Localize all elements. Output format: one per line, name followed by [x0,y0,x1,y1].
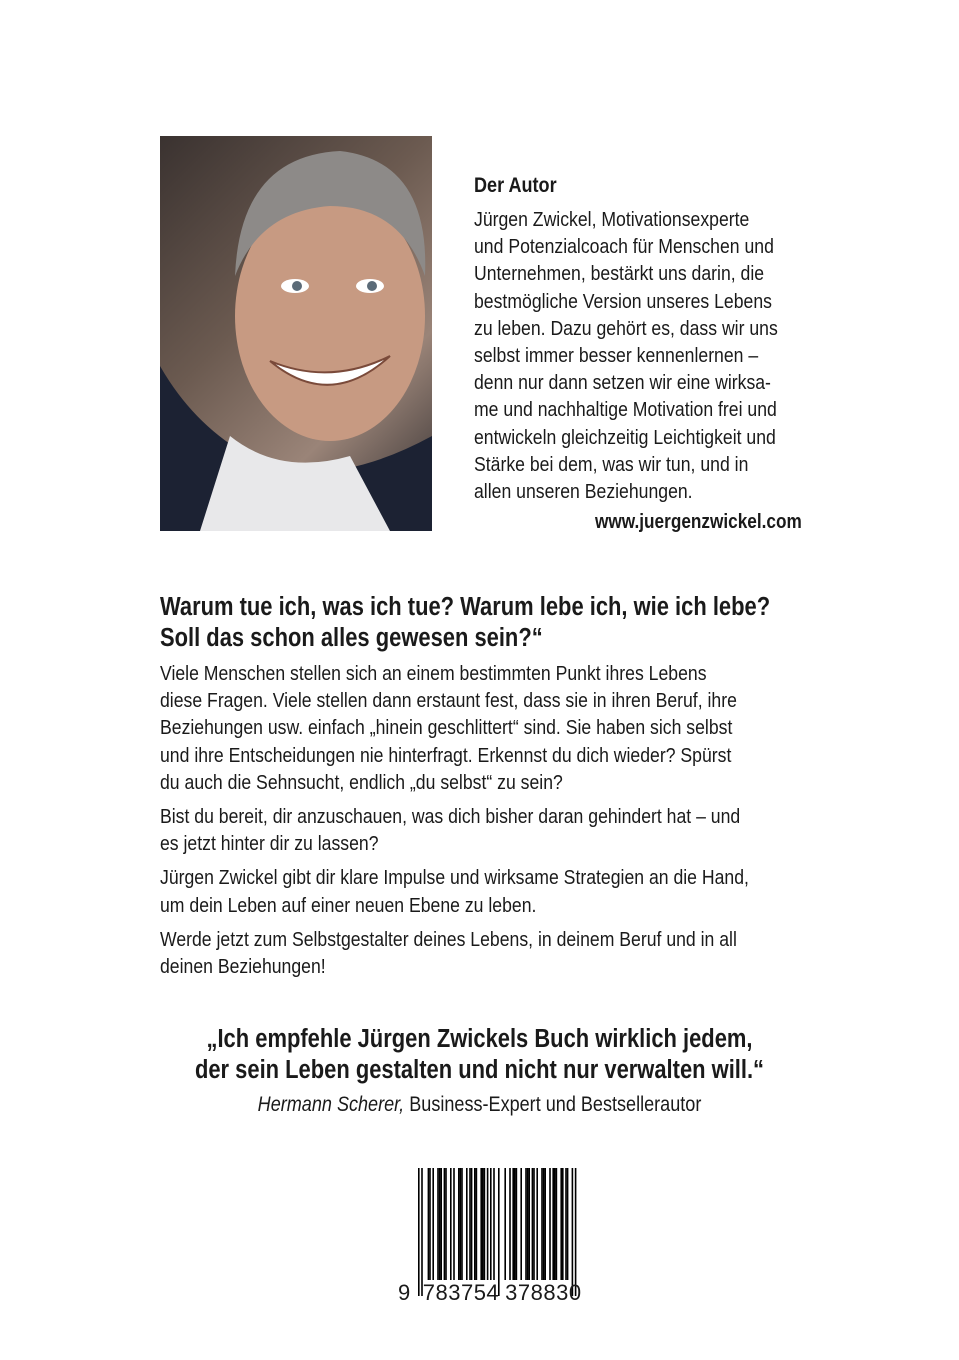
testimonial-attribution [0,1090,959,1120]
barcode-bar [490,1168,492,1280]
barcode-bar [461,1168,463,1280]
author-bio-line: me und nachhaltige Motivation frei und [474,398,777,422]
quote-author-role: Business-Expert und Bestsellerautor [404,1093,702,1116]
barcode-bar [544,1168,546,1280]
barcode-bar [527,1168,529,1280]
barcode-bar [567,1168,569,1280]
barcode-bar [444,1168,446,1280]
isbn-first-digit: 9 [398,1280,411,1305]
barcode-bar [554,1168,556,1280]
testimonial-quote [0,1024,959,1086]
isbn-right-group: 378830 [505,1280,582,1305]
blurb-line: Viele Menschen stellen sich an einem bestimmten Punkt ihres Lebens [160,662,707,685]
blurb-line: Beziehungen usw. einfach „hinein geschlittert“ sind. Sie haben sich selbst [160,716,733,740]
barcode-bar [514,1168,516,1280]
barcode-bar [575,1168,577,1296]
barcode-bar [504,1168,506,1280]
quote-author: Hermann Scherer, [257,1093,405,1116]
blurb-line: es jetzt hinter dir zu lassen? [160,832,379,856]
author-photo [160,136,432,531]
testimonial [0,1024,959,1120]
blurb-paragraph [160,660,860,796]
barcode-bar [520,1168,522,1280]
barcode-bar [556,1168,558,1280]
barcode-bar [552,1168,554,1280]
barcode-bar [471,1168,473,1280]
blurb-line: Bist du bereit, dir anzuschauen, was dich bisher daran gehindert hat – und [160,805,741,829]
blurb-line: um dein Leben auf einer neuen Ebene zu leben. [160,893,537,917]
author-bio-line: Stärke bei dem, was wir tun, und in [474,452,749,476]
blurb-line: und ihre Entscheidungen nie hinterfragt. Erkennst du dich wieder? Spürst [160,743,732,767]
barcode-bar [445,1168,447,1280]
barcode-bar [437,1168,439,1280]
quote-line: „Ich empfehle Jürgen Zwickels Buch wirklich jedem, [206,1025,753,1053]
quote-line: der sein Leben gestalten und nicht nur verwalten will.“ [194,1056,765,1084]
author-bio-line: selbst immer besser kennenlernen – [474,344,759,368]
barcode-bar [565,1168,567,1280]
author-bio-line: denn nur dann setzen wir eine wirksa- [474,371,771,395]
barcode-bar [453,1168,455,1280]
barcode-bar [560,1168,562,1280]
barcode-bar [450,1168,452,1280]
barcode-bar [525,1168,527,1280]
barcode-bar [543,1168,545,1280]
barcode-bar [487,1168,489,1280]
barcode-bar [533,1168,535,1280]
author-bio-line: und Potenzialcoach für Menschen und [474,235,774,259]
blurb-heading-line: Soll das schon alles gewesen sein?“ [160,624,543,652]
barcode-bar [572,1168,574,1296]
author-bio-line: zu leben. Dazu gehört es, dass wir uns [474,316,778,340]
barcode-bar [432,1168,434,1280]
blurb-paragraph [160,864,860,918]
barcode-bar [536,1168,538,1280]
barcode-bar [528,1168,530,1280]
isbn-left-group: 783754 [422,1280,500,1305]
author-website[interactable] [595,511,835,534]
barcode-bar [541,1168,543,1280]
barcode-bar [466,1168,468,1280]
barcode-bar [476,1168,478,1280]
barcode-bar [482,1168,484,1280]
barcode-bar [516,1168,518,1280]
barcode-bar [429,1168,431,1280]
blurb-heading-line: Warum tue ich, was ich tue? Warum lebe ich, wie ich lebe? [160,593,771,621]
barcode-bar [509,1168,511,1280]
author-bio [474,206,854,505]
author-bio-line: Unternehmen, bestärkt uns darin, die [474,262,765,286]
author-website-text[interactable]: www.juergenzwickel.com [595,511,802,533]
blurb-paragraph [160,803,860,857]
author-heading [474,172,854,200]
barcode-bar [512,1168,514,1280]
blurb-line: deinen Beziehungen! [160,955,326,979]
author-section [474,172,854,505]
barcode-bar [460,1168,462,1280]
author-bio-line: Jürgen Zwickel, Motivationsexperte [474,208,750,231]
blurb-line: Werde jetzt zum Selbstgestalter deines Lebens, in deinem Beruf und in all [160,927,737,951]
blurb-line: Jürgen Zwickel gibt dir klare Impulse und wirksame Strategien an die Hand, [160,866,749,890]
barcode-bar [493,1168,495,1280]
author-heading-text: Der Autor [474,174,557,197]
barcode-bar [549,1168,551,1280]
barcode-bar [469,1168,471,1280]
barcode-bar [498,1168,500,1296]
isbn-number [398,1280,582,1306]
barcode-bar [428,1168,430,1280]
barcode-bar [484,1168,486,1280]
blurb-paragraph [160,926,860,980]
blurb-heading [160,592,860,654]
author-bio-line: allen unseren Beziehungen. [474,480,693,504]
barcode-bar [562,1168,564,1280]
blurb-section [160,592,860,987]
author-bio-line: entwickeln gleichzeitig Leichtigkeit und [474,425,776,449]
barcode-bar [458,1168,460,1280]
barcode-bar [439,1168,441,1280]
barcode-bar [480,1168,482,1280]
barcode-bar [421,1168,423,1296]
blurb-line: du auch die Sehnsucht, endlich „du selbst“ zu sein? [160,770,563,794]
author-bio-line: bestmögliche Version unseres Lebens [474,289,772,313]
barcode-bar [474,1168,476,1280]
barcode-bar [532,1168,534,1280]
barcode-bar [418,1168,420,1296]
barcode-bar [440,1168,442,1280]
blurb-line: diese Fragen. Viele stellen dann erstaunt fest, dass sie in ihren Beruf, ihre [160,689,737,713]
